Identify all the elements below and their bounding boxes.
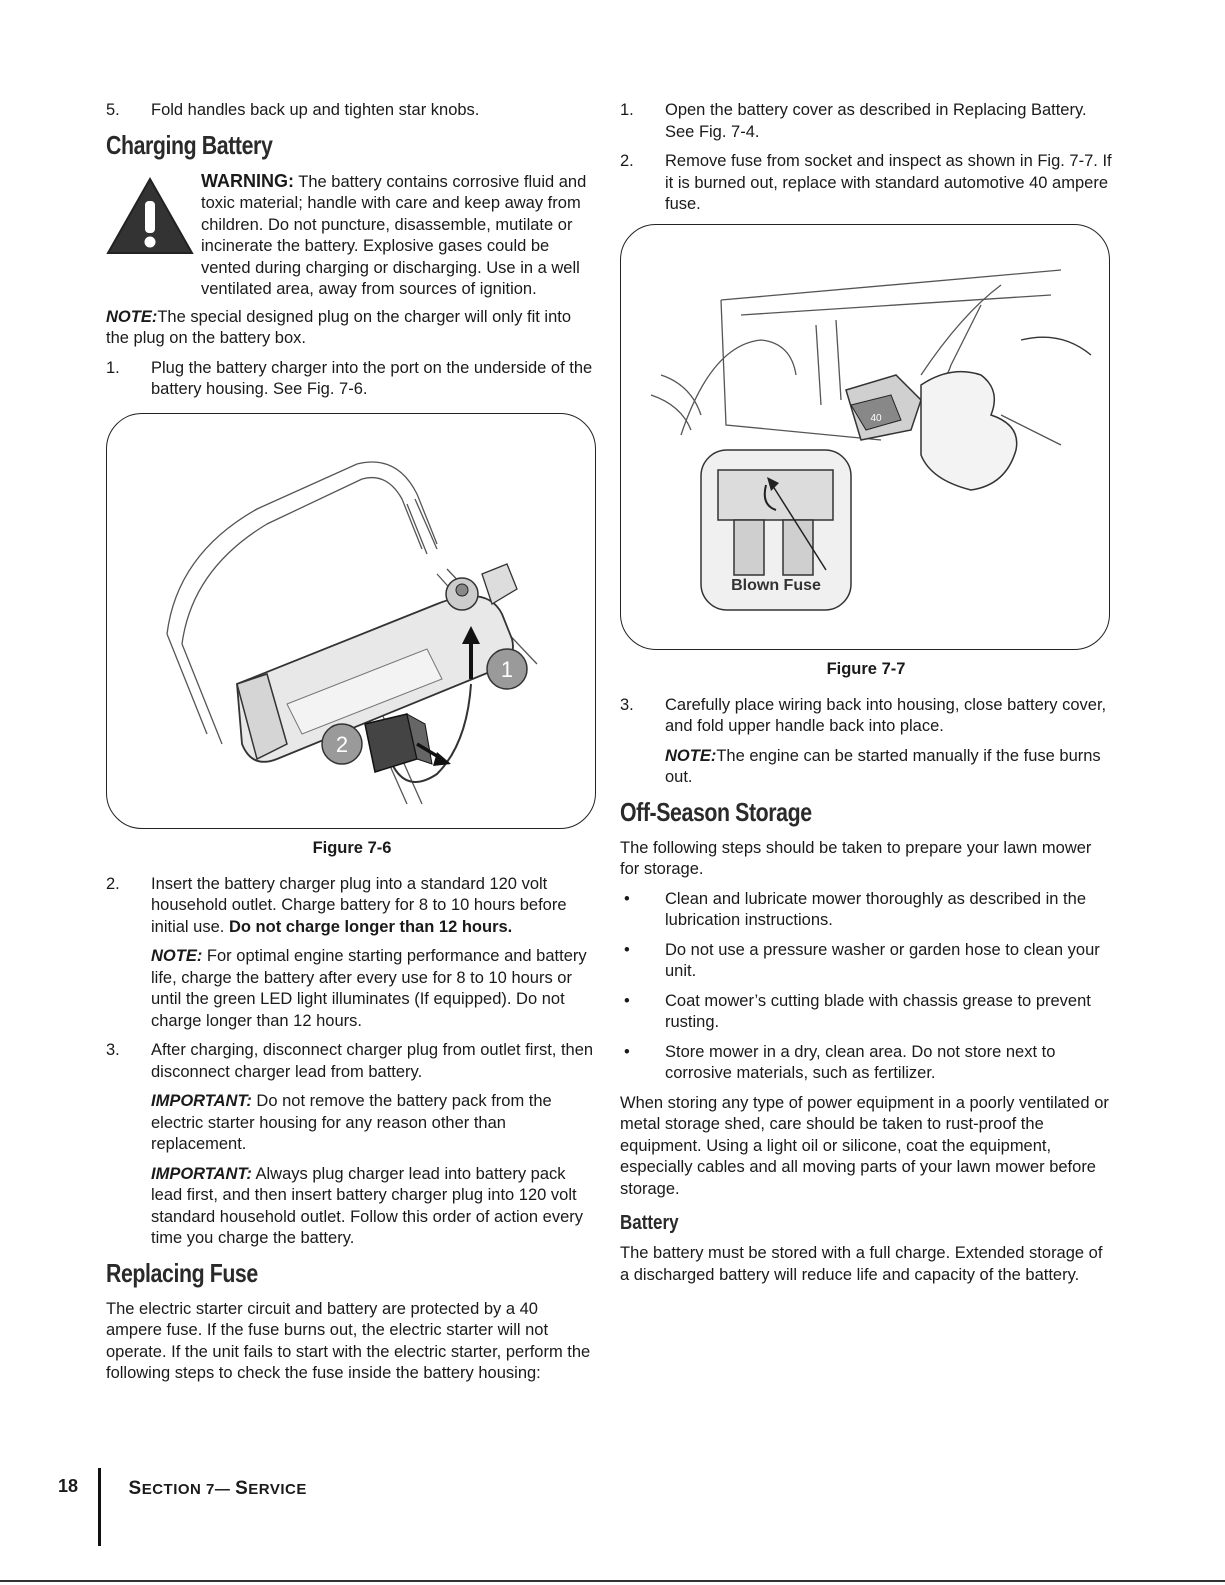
storage-paragraph: When storing any type of power equipment in a poorly ventilated or metal storage shed, care should be taken to rust-proof the equipment. Using a light oil or silicone, coat the equipment, especially cables and all moving parts of your lawn mower before storage. <box>620 1093 1109 1198</box>
important-1 <box>151 1091 598 1156</box>
page-number: 18 <box>58 1476 79 1496</box>
note-text: The engine can be started manually if the fuse burns out. <box>665 746 1101 786</box>
important-label: IMPORTANT: <box>151 1164 252 1183</box>
section-label <box>129 1478 307 1500</box>
step-number: 3. <box>620 695 634 714</box>
bullet-symbol: • <box>624 1042 630 1061</box>
warning-block <box>106 171 598 301</box>
note-label: NOTE: <box>665 746 717 765</box>
page-footer <box>58 1468 307 1546</box>
step-text-bold: Do not charge longer than 12 hours. <box>228 917 513 936</box>
fuse-step-2 <box>620 151 1112 216</box>
note-label: NOTE: <box>106 307 158 326</box>
step-3 <box>106 1040 598 1083</box>
fuse-step-3 <box>620 695 1112 738</box>
figure-7-7-caption: Figure 7-7 <box>826 659 906 678</box>
bullet-symbol: • <box>624 940 630 959</box>
important-text: Do not remove the battery pack from the electric starter housing for any reason other than replacement. <box>151 1092 552 1153</box>
step-number: 5. <box>106 101 120 119</box>
step-text: Open the battery cover as described in Replacing Battery. See Fig. 7-4. <box>665 101 1087 141</box>
storage-bullet <box>620 889 1112 932</box>
section-text: ECTION 7— <box>141 1481 236 1498</box>
step-number: 2. <box>106 874 120 893</box>
callout-2: 2 <box>335 731 349 757</box>
replacing-fuse-heading: Replacing Fuse <box>106 1257 258 1288</box>
step-number: 1. <box>106 358 120 377</box>
important-text: Always plug charger lead into battery pack lead first, and then insert battery charger plug into 120 volt standard household outlet. Follow this order of action every time you charge the battery. <box>151 1164 583 1247</box>
storage-bullet <box>620 1042 1112 1085</box>
step-text: Plug the battery charger into the port on the underside of the battery housing. See Fig. 7-6. <box>151 358 593 398</box>
step-2 <box>106 874 598 939</box>
storage-intro: The following steps should be taken to prepare your lawn mower for storage. <box>620 838 1092 878</box>
charging-battery-heading: Charging Battery <box>106 129 273 160</box>
figure-7-7 <box>620 224 1110 650</box>
fuse-illustration <box>621 225 1109 649</box>
step-text: After charging, disconnect charger plug from outlet first, then disconnect charger lead from battery. <box>151 1041 594 1081</box>
note-plug <box>106 307 598 350</box>
step-number: 1. <box>620 101 634 119</box>
figure-7-6 <box>106 413 596 829</box>
warning-body: The battery contains corrosive fluid and toxic material; handle with care and keep away from children. Do not puncture, disassemble, mutilate or incinerate the battery. Explosive gases could be vented during charging or discharging. Use in a well ventilated area, away from sources of ignition. <box>201 172 587 298</box>
page-bottom-rule <box>0 1580 1225 1582</box>
fuse-paragraph: The electric starter circuit and battery are protected by a 40 ampere fuse. If the fuse burns out, the electric starter will not operate. If the unit fails to start with the electric starter, perform the following steps to check the fuse inside the battery housing: <box>106 1299 591 1382</box>
note-text: For optimal engine starting performance and battery life, charge the battery after every use for 8 to 10 hours or until the green LED light illuminates (If equipped). Do not charge longer than 12 hours. <box>151 947 587 1030</box>
section-initial-2: S <box>235 1478 249 1499</box>
bullet-text: Clean and lubricate mower thoroughly as described in the lubrication instructions. <box>665 889 1086 929</box>
fuse-marking: 40 <box>870 412 882 424</box>
step-text: Carefully place wiring back into housing, close battery cover, and fold upper handle back into place. <box>665 695 1107 735</box>
bullet-text: Do not use a pressure washer or garden hose to clean your unit. <box>665 940 1100 980</box>
section-initial: S <box>128 1478 142 1499</box>
bullet-symbol: • <box>624 991 630 1010</box>
step-5 <box>106 100 598 122</box>
step-text-main: Insert the battery charger plug into a standard 120 volt household outlet. Charge battery for 8 to 10 hours before initial use. <box>151 874 567 936</box>
bullet-text: Coat mower’s cutting blade with chassis grease to prevent rusting. <box>665 991 1091 1031</box>
note-manual-start <box>665 746 1112 789</box>
figure-7-6-caption: Figure 7-6 <box>312 838 392 857</box>
section-text-2: ERVICE <box>248 1481 307 1498</box>
callout-1: 1 <box>500 656 514 682</box>
battery-paragraph: The battery must be stored with a full charge. Extended storage of a discharged battery will reduce life and capacity of the battery. <box>620 1244 1103 1284</box>
step-text: Fold handles back up and tighten star knobs. <box>151 101 480 119</box>
storage-bullet <box>620 940 1112 983</box>
charger-illustration <box>107 414 595 828</box>
step-text <box>151 874 598 939</box>
bullet-symbol: • <box>624 889 630 908</box>
warning-text <box>201 171 598 301</box>
fuse-step-1 <box>620 100 1112 143</box>
important-2 <box>151 1164 598 1250</box>
step-number: 2. <box>620 152 634 170</box>
off-season-storage-heading: Off-Season Storage <box>620 796 812 827</box>
step-number: 3. <box>106 1041 120 1059</box>
warning-label: WARNING: <box>201 170 294 191</box>
left-column <box>106 100 598 1385</box>
warning-triangle-icon <box>106 171 201 301</box>
step-1 <box>106 358 598 401</box>
blown-fuse-label: Blown Fuse <box>731 576 821 594</box>
right-column <box>620 100 1112 1286</box>
note-label: NOTE: <box>151 947 203 965</box>
footer-divider <box>98 1468 101 1546</box>
note-text: The special designed plug on the charger will only fit into the plug on the battery box. <box>106 307 572 347</box>
note-charge <box>151 946 598 1032</box>
battery-subheading: Battery <box>620 1212 679 1234</box>
bullet-text: Store mower in a dry, clean area. Do not store next to corrosive materials, such as fertilizer. <box>665 1042 1056 1082</box>
step-text: Remove fuse from socket and inspect as shown in Fig. 7-7. If it is burned out, replace with standard automotive 40 ampere fuse. <box>665 152 1112 213</box>
important-label: IMPORTANT: <box>151 1092 252 1110</box>
storage-bullet <box>620 991 1112 1034</box>
